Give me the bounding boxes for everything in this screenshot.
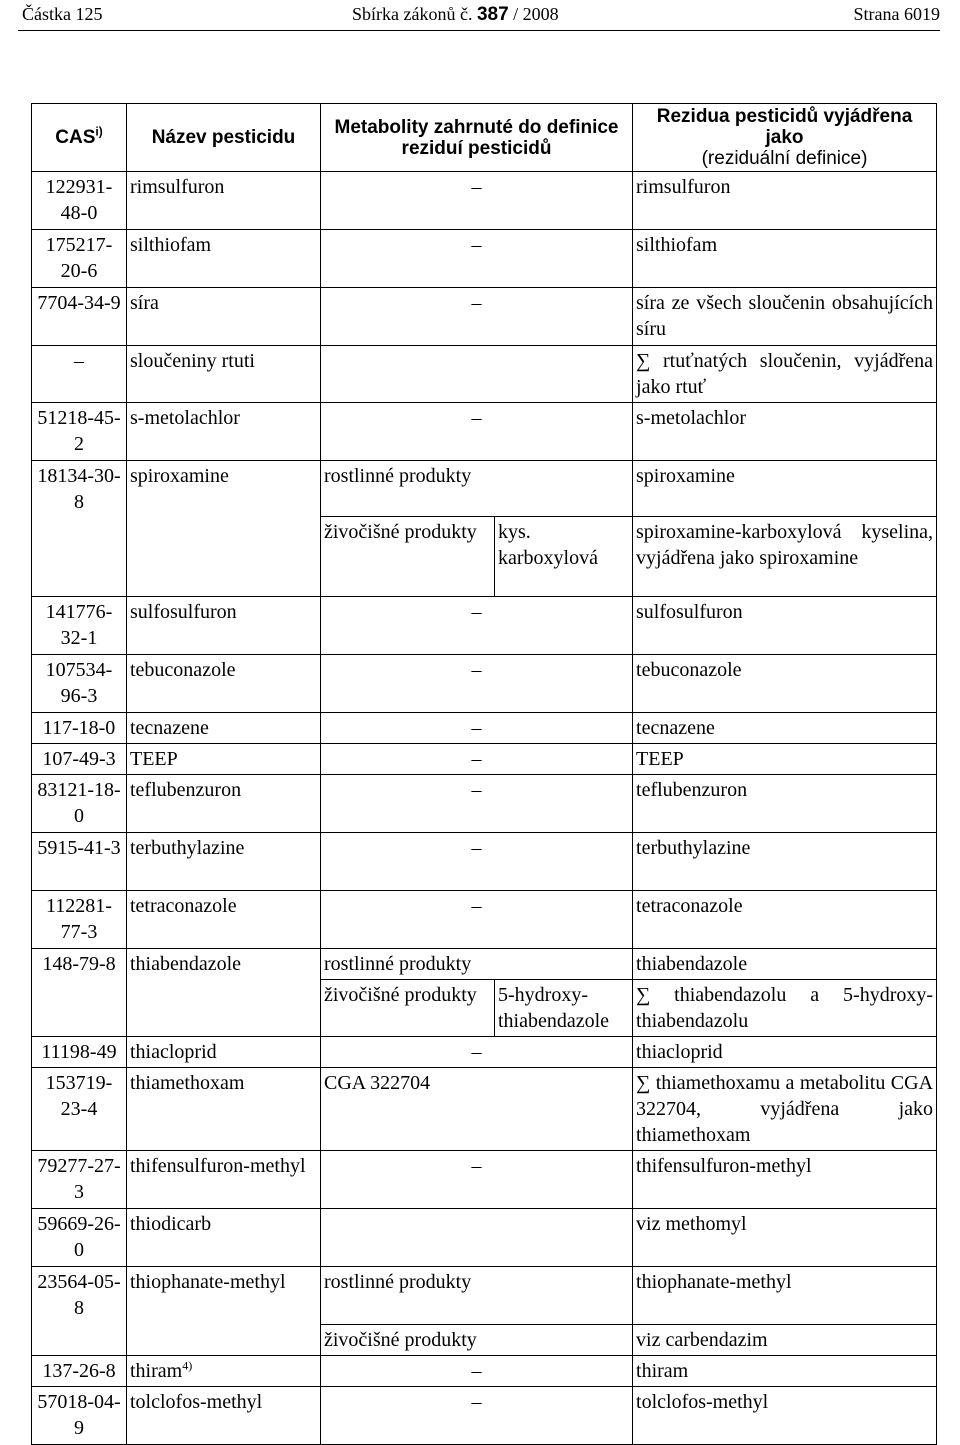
- name-cell: thiabendazole: [127, 949, 321, 1037]
- cas-cell: 175217-20-6: [32, 230, 127, 288]
- residue-cell: tolclofos-methyl: [633, 1387, 937, 1445]
- metabolite-cell: –: [321, 1037, 633, 1068]
- name-cell: tetraconazole: [127, 891, 321, 949]
- table-row: [32, 403, 937, 461]
- name-cell: thiamethoxam: [127, 1068, 321, 1151]
- residue-cell: tebuconazole: [633, 655, 937, 713]
- table-row: [32, 1068, 937, 1151]
- metabolite-cell: 5-hydroxy-thiabendazole: [495, 980, 633, 1037]
- metabolite-cell: CGA 322704: [321, 1068, 633, 1151]
- metabolite-cell: –: [321, 1387, 633, 1445]
- cas-cell: 137-26-8: [32, 1356, 127, 1387]
- name-cell: tolclofos-methyl: [127, 1387, 321, 1445]
- metabolite-cell: –: [321, 1151, 633, 1209]
- table-row: [32, 172, 937, 230]
- residue-cell: ∑ thiamethoxamu a metabolitu CGA 322704, vyjádřena jako thiamethoxam: [633, 1068, 937, 1151]
- name-cell: silthiofam: [127, 230, 321, 288]
- header-metabolites: Metabolity zahrnuté do definice reziduí pesticidů: [321, 104, 633, 172]
- cas-cell: 57018-04-9: [32, 1387, 127, 1445]
- cas-cell: 18134-30-8: [32, 461, 127, 597]
- table-row: [32, 1209, 937, 1267]
- metabolite-cell: –: [321, 597, 633, 655]
- metabolite-cell: rostlinné produkty: [321, 949, 633, 980]
- residue-cell: teflubenzuron: [633, 775, 937, 833]
- residue-cell: TEEP: [633, 744, 937, 775]
- residue-cell: tetraconazole: [633, 891, 937, 949]
- table-row: [32, 891, 937, 949]
- name-cell: sloučeniny rtuti: [127, 346, 321, 403]
- cas-cell: 117-18-0: [32, 713, 127, 744]
- name-cell: s-metolachlor: [127, 403, 321, 461]
- metabolite-cell: [321, 346, 633, 403]
- residue-cell: thiacloprid: [633, 1037, 937, 1068]
- metabolite-cell: kys. karboxylová: [495, 517, 633, 597]
- residue-cell: thiophanate-methyl: [633, 1267, 937, 1325]
- pesticide-table: [31, 103, 937, 1445]
- metabolite-cell: –: [321, 172, 633, 230]
- name-cell: tecnazene: [127, 713, 321, 744]
- page-header: [0, 0, 960, 32]
- cas-cell: –: [32, 346, 127, 403]
- table-row: [32, 655, 937, 713]
- table-row: [32, 1151, 937, 1209]
- residue-cell: síra ze všech sloučenin obsahujících síru: [633, 288, 937, 346]
- name-cell: sulfosulfuron: [127, 597, 321, 655]
- table-row: [32, 230, 937, 288]
- cas-cell: 59669-26-0: [32, 1209, 127, 1267]
- table-row: [32, 461, 937, 517]
- name-cell: thiram$^{4)}$: [127, 1356, 321, 1387]
- cas-cell: 79277-27-3: [32, 1151, 127, 1209]
- residue-cell: terbuthylazine: [633, 833, 937, 891]
- residue-cell: sulfosulfuron: [633, 597, 937, 655]
- table-row: [32, 346, 937, 403]
- cas-cell: 83121-18-0: [32, 775, 127, 833]
- metabolite-cell: –: [321, 833, 633, 891]
- residue-cell: silthiofam: [633, 230, 937, 288]
- name-cell: terbuthylazine: [127, 833, 321, 891]
- collection-prefix: Sbírka zákonů č.: [352, 4, 473, 24]
- cas-cell: 7704-34-9: [32, 288, 127, 346]
- metabolite-cell: –: [321, 655, 633, 713]
- metabolite-cell: rostlinné produkty: [321, 461, 633, 517]
- header-rule: [18, 30, 940, 31]
- metabolite-source-cell: živočišné produkty: [321, 980, 495, 1037]
- table-row: [32, 713, 937, 744]
- law-number: 387: [476, 4, 509, 25]
- metabolite-cell: –: [321, 744, 633, 775]
- residue-cell: spiroxamine: [633, 461, 937, 517]
- table-row: [32, 1356, 937, 1387]
- metabolite-cell: [321, 1209, 633, 1267]
- cas-cell: 148-79-8: [32, 949, 127, 1037]
- residue-cell: thifensulfuron-methyl: [633, 1151, 937, 1209]
- table-row: [32, 775, 937, 833]
- cas-cell: 153719-23-4: [32, 1068, 127, 1151]
- cas-cell: 51218-45-2: [32, 403, 127, 461]
- table-row: [32, 949, 937, 980]
- issue-label: Částka 125: [22, 4, 103, 24]
- metabolite-cell: –: [321, 775, 633, 833]
- residue-cell: thiram: [633, 1356, 937, 1387]
- residue-cell: tecnazene: [633, 713, 937, 744]
- table-row: [32, 597, 937, 655]
- name-cell: tebuconazole: [127, 655, 321, 713]
- page-number: Strana 6019: [853, 4, 940, 24]
- metabolite-cell: –: [321, 713, 633, 744]
- table-row: [32, 1387, 937, 1445]
- cas-cell: 5915-41-3: [32, 833, 127, 891]
- metabolite-cell: živočišné produkty: [321, 1325, 633, 1356]
- metabolite-cell: rostlinné produkty: [321, 1267, 633, 1325]
- residue-cell: viz carbendazim: [633, 1325, 937, 1356]
- header-name: Název pesticidu: [127, 104, 321, 172]
- name-cell: rimsulfuron: [127, 172, 321, 230]
- header-residue: Rezidua pesticidů vyjádřena jako (reziduální definice): [633, 104, 937, 172]
- cas-cell: 122931-48-0: [32, 172, 127, 230]
- metabolite-source-cell: živočišné produkty: [321, 517, 495, 597]
- name-cell: síra: [127, 288, 321, 346]
- residue-cell: ∑ rtuťnatých sloučenin, vyjádřena jako rtuť: [633, 346, 937, 403]
- collection-label: [352, 4, 559, 26]
- name-cell: teflubenzuron: [127, 775, 321, 833]
- cas-cell: 141776-32-1: [32, 597, 127, 655]
- cas-cell: 107534-96-3: [32, 655, 127, 713]
- metabolite-cell: –: [321, 1356, 633, 1387]
- residue-cell: s-metolachlor: [633, 403, 937, 461]
- name-cell: spiroxamine: [127, 461, 321, 597]
- metabolite-cell: –: [321, 230, 633, 288]
- residue-cell: spiroxamine-karboxylová kyselina, vyjádřena jako spiroxamine: [633, 517, 937, 597]
- cas-cell: 23564-05-8: [32, 1267, 127, 1356]
- table-row: [32, 288, 937, 346]
- table-row: [32, 1267, 937, 1325]
- name-cell: thiodicarb: [127, 1209, 321, 1267]
- metabolite-cell: –: [321, 403, 633, 461]
- table-header-row: [32, 104, 937, 172]
- header-cas: CAS$^{i)}$: [32, 104, 127, 172]
- table-row: [32, 833, 937, 891]
- table-row: [32, 744, 937, 775]
- name-cell: thiophanate-methyl: [127, 1267, 321, 1356]
- residue-cell: thiabendazole: [633, 949, 937, 980]
- residue-cell: rimsulfuron: [633, 172, 937, 230]
- name-cell: TEEP: [127, 744, 321, 775]
- metabolite-cell: –: [321, 288, 633, 346]
- residue-cell: ∑ thiabendazolu a 5-hydroxy-thiabendazolu: [633, 980, 937, 1037]
- name-cell: thiacloprid: [127, 1037, 321, 1068]
- collection-year: / 2008: [513, 4, 559, 24]
- metabolite-cell: –: [321, 891, 633, 949]
- name-cell: thifensulfuron-methyl: [127, 1151, 321, 1209]
- cas-cell: 107-49-3: [32, 744, 127, 775]
- cas-cell: 112281-77-3: [32, 891, 127, 949]
- table-row: [32, 1037, 937, 1068]
- cas-cell: 11198-49: [32, 1037, 127, 1068]
- residue-cell: viz methomyl: [633, 1209, 937, 1267]
